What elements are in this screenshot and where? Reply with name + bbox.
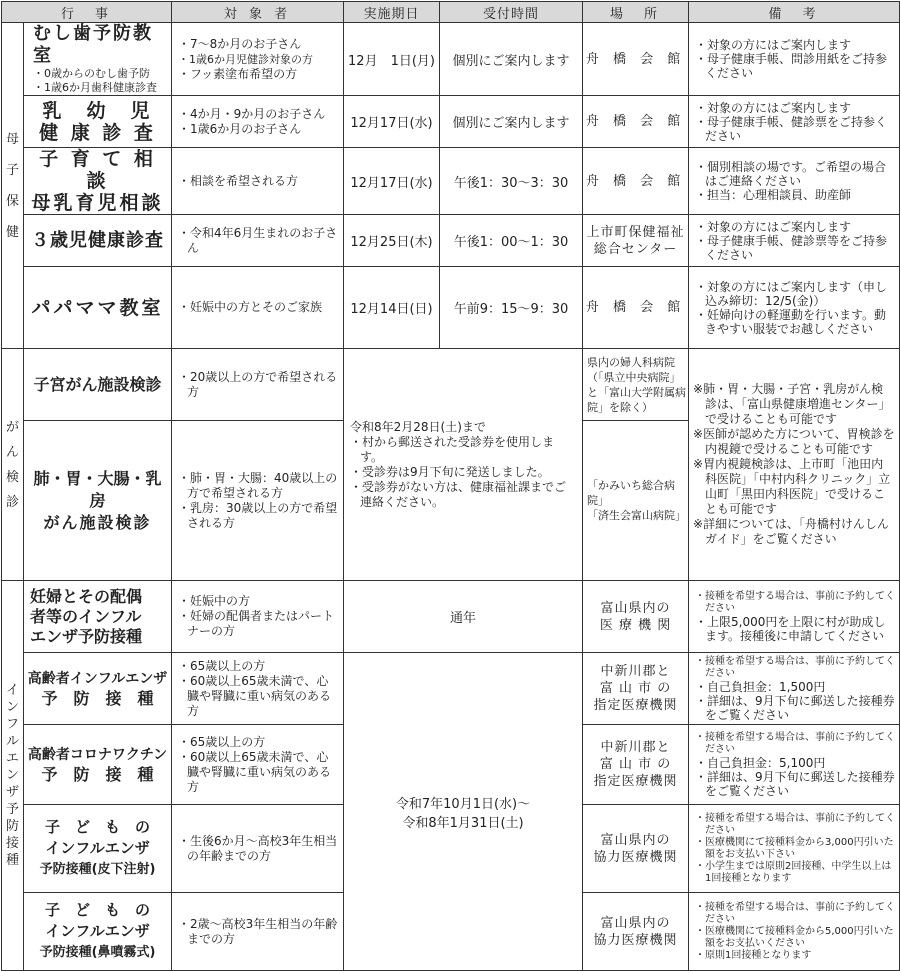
category-flu: イ ン フ ル エ ン ザ 予 防 接 種 (2, 581, 24, 971)
header-time: 受付時間 (440, 2, 583, 23)
table-row (2, 267, 900, 349)
event-name: むし歯予防教室 ・0歳からのむし歯予防 ・1歳6か月歯科健康診査 (24, 23, 172, 96)
target-cell: ・相談を希望される方 (172, 148, 344, 215)
target-cell: ・妊娠中の方 ・妊婦の配偶者またはパートナーの方 (172, 581, 344, 653)
target-cell: ・65歳以上の方 ・60歳以上65歳未満で、心臓や腎臓に重い病気のある方 (172, 725, 344, 805)
place-cell: 富山県内の 協力医療機関 (583, 893, 689, 971)
category-gan: が ん 検 診 (2, 349, 24, 581)
event-name: 高齢者インフルエンザ 予 防 接 種 (24, 653, 172, 725)
table-row (2, 148, 900, 215)
header-date: 実施期日 (344, 2, 440, 23)
notes-cell: ・対象の方にはご案内します ・母子健康手帳、問診用紙をご持参ください (689, 23, 900, 96)
notes-cell: ・対象の方にはご案内します（申し込み締切：12/5(金)） ・妊婦向けの軽運動を行います。動きやすい服装でお越しください (689, 267, 900, 349)
date-cell: 12月17日(水) (344, 96, 440, 148)
notes-cell: ・個別相談の場です。ご希望の場合はご連絡ください ・担当：心理相談員、助産師 (689, 148, 900, 215)
date-cell: 12月 1日(月) (344, 23, 440, 96)
schedule-table (1, 1, 900, 971)
header-place: 場 所 (583, 2, 689, 23)
date-cell: 12月14日(日) (344, 267, 440, 349)
place-cell: 富山県内の 協力医療機関 (583, 805, 689, 893)
event-name: 子宮がん施設検診 (24, 349, 172, 421)
target-cell: ・2歳～高校3年生相当の年齢までの方 (172, 893, 344, 971)
place-cell: 舟 橋 会 館 (583, 96, 689, 148)
event-name: 子 ど も の インフルエンザ 予防接種(皮下注射) (24, 805, 172, 893)
notes-cell: ・接種を希望する場合は、事前に予約してください ・医療機関にて接種料金から3,000円引いた額をお支払い下さい ・小学生までは原則2回接種、中学生以上は1回接種となります (689, 805, 900, 893)
target-cell: ・生後6か月～高校3年生相当の年齢までの方 (172, 805, 344, 893)
header-notes: 備 考 (689, 2, 900, 23)
target-cell: ・妊娠中の方とそのご家族 (172, 267, 344, 349)
date-cell: 12月25日(木) (344, 215, 440, 267)
event-name: 乳 幼 児 健 康 診 査 (24, 96, 172, 148)
table-row (2, 581, 900, 653)
target-cell: ・肺・胃・大腸：40歳以上の方で希望される方 ・乳房：30歳以上の方で希望される方 (172, 421, 344, 581)
place-cell: 上市町保健福祉 総合センター (583, 215, 689, 267)
target-cell: ・4か月・9か月のお子さん ・1歳6か月のお子さん (172, 96, 344, 148)
time-cell: 個別にご案内します (440, 96, 583, 148)
table-row (2, 349, 900, 421)
table-row (2, 215, 900, 267)
event-name: 肺・胃・大腸・乳房 がん施設検診 (24, 421, 172, 581)
time-cell: 午前9：15～9：30 (440, 267, 583, 349)
event-name: ３歳児健康診査 (24, 215, 172, 267)
time-cell: 午後1：00～1：30 (440, 215, 583, 267)
period-cell: 令和7年10月1日(水)～ 令和8年1月31日(土) (344, 653, 583, 971)
notes-cell: ・接種を希望する場合は、事前に予約してください ・上限5,000円を上限に村が助成します。接種後に申請してください (689, 581, 900, 653)
period-cell: 通年 (344, 581, 583, 653)
time-cell: 午後1：30～3：30 (440, 148, 583, 215)
event-name: 子 ど も の インフルエンザ 予防接種(鼻噴霧式) (24, 893, 172, 971)
table-row (2, 23, 900, 96)
event-name: 高齢者コロナワクチン 予 防 接 種 (24, 725, 172, 805)
header-target: 対 象 者 (172, 2, 344, 23)
event-name: 子 育 て 相 談 母乳育児相談 (24, 148, 172, 215)
place-cell: 舟 橋 会 館 (583, 148, 689, 215)
notes-cell: ・対象の方にはご案内します ・母子健康手帳、健診票等をご持参ください (689, 215, 900, 267)
notes-cell: ・接種を希望する場合は、事前に予約してください ・自己負担金：1,500円 ・詳細は、9月下旬に郵送した接種券をご覧ください (689, 653, 900, 725)
table-row (2, 96, 900, 148)
place-cell: 「かみいち総合病院」 「済生会富山病院」 (583, 421, 689, 581)
target-cell: ・7～8か月のお子さん ・1歳6か月児健診対象の方 ・フッ素塗布希望の方 (172, 23, 344, 96)
event-name: パパママ教室 (24, 267, 172, 349)
target-cell: ・65歳以上の方 ・60歳以上65歳未満で、心臓や腎臓に重い病気のある方 (172, 653, 344, 725)
target-cell: ・令和4年6月生まれのお子さん (172, 215, 344, 267)
place-cell: 県内の婦人科病院（「県立中央病院」と「富山大学附属病院」を除く） (583, 349, 689, 421)
category-boshi: 母 子 保 健 (2, 23, 24, 349)
table-row (2, 653, 900, 725)
place-cell: 舟 橋 会 館 (583, 23, 689, 96)
notes-cell: ※肺・胃・大腸・子宮・乳房がん検診は、「富山県健康増進センター」で受けることも可能です ※医師が認めた方について、胃検診を内視鏡で受けることも可能です ※胃内視鏡検診は、上市町「池田内科医院」「中村内科クリニック」立山町「黒田内科医院」で受けることも可能です ※詳細については、「舟橋村けんしんガイド」をご覧ください (689, 349, 900, 581)
period-cell: 令和8年2月28日(土)まで ・村から郵送された受診券を使用します。 ・受診券は9月下旬に発送しました。 ・受診券がない方は、健康福祉課までご連絡ください。 (344, 349, 583, 581)
notes-cell: ・接種を希望する場合は、事前に予約してください ・自己負担金：5,100円 ・詳細は、9月下旬に郵送した接種券をご覧ください (689, 725, 900, 805)
place-cell: 富山県内の 医 療 機 関 (583, 581, 689, 653)
event-name: 妊婦とその配偶 者等のインフル エンザ予防接種 (24, 581, 172, 653)
date-cell: 12月17日(水) (344, 148, 440, 215)
place-cell: 中新川郡と 富 山 市 の 指定医療機関 (583, 653, 689, 725)
notes-cell: ・対象の方にはご案内します ・母子健康手帳、健診票をご持参ください (689, 96, 900, 148)
place-cell: 舟 橋 会 館 (583, 267, 689, 349)
header-row (2, 2, 900, 23)
time-cell: 個別にご案内します (440, 23, 583, 96)
target-cell: ・20歳以上の方で希望される方 (172, 349, 344, 421)
place-cell: 中新川郡と 富 山 市 の 指定医療機関 (583, 725, 689, 805)
header-event: 行 事 (2, 2, 172, 23)
notes-cell: ・接種を希望する場合は、事前に予約してください ・医療機関にて接種料金から5,000円引いた額をお支払いください ・原則1回接種となります (689, 893, 900, 971)
